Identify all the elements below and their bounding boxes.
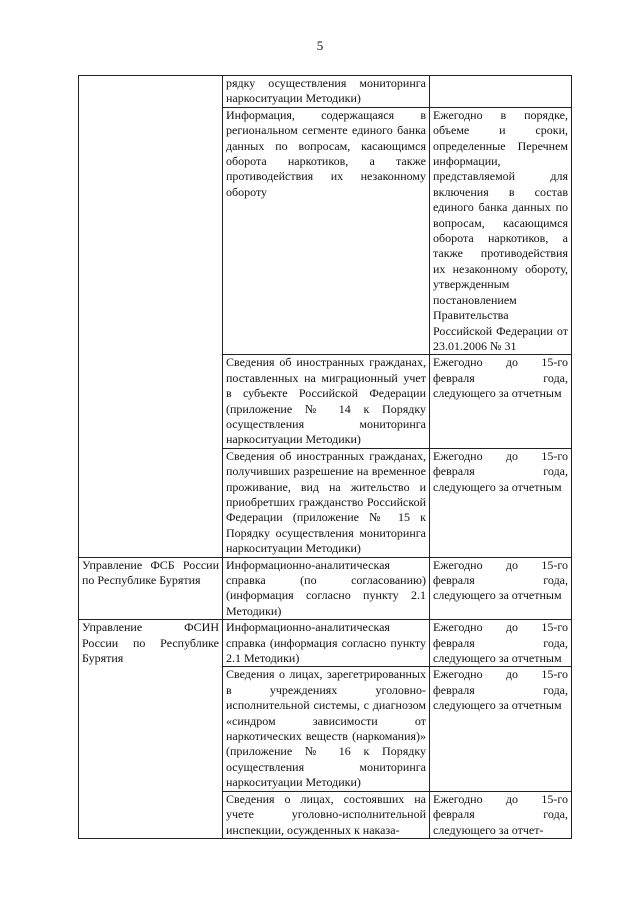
deadline-cell	[430, 355, 572, 448]
info-cell	[223, 448, 430, 557]
deadline-text: Ежегодно до 15-го февраля года, следующего за отчетным	[433, 448, 568, 494]
deadline-text: Ежегодно до 15-го февраля года, следующего за отчетным	[433, 620, 568, 666]
monitoring-table	[78, 75, 572, 839]
deadline-cell	[430, 620, 572, 667]
deadline-cell	[430, 76, 572, 108]
info-text: Информационно-аналитическая справка (информация согласно пункту 2.1 Методики)	[226, 620, 426, 666]
info-cell	[223, 107, 430, 355]
deadline-text: Ежегодно до 15-го февраля года, следующего за отчет-	[433, 791, 568, 837]
deadline-cell	[430, 667, 572, 791]
info-text: Сведения о лицах, состоявших на учете уголовно-исполнительной инспекции, осужденных к наказа-	[226, 791, 426, 837]
page-number: 5	[316, 38, 324, 53]
info-cell	[223, 557, 430, 620]
deadline-text: Ежегодно до 15-го февраля года, следующего за отчетным	[433, 667, 568, 713]
info-cell	[223, 667, 430, 791]
deadline-text: Ежегодно до 15-го февраля года, следующего за отчетным	[433, 355, 568, 401]
info-cell	[223, 76, 430, 108]
info-text: Информационно-аналитическая справка (по согласованию) (информация согласно пункту 2.1 Методики)	[226, 557, 426, 618]
deadline-text: Ежегодно до 15-го февраля года, следующего за отчетным	[433, 557, 568, 603]
deadline-cell	[430, 107, 572, 355]
deadline-cell	[430, 791, 572, 838]
deadline-cell	[430, 448, 572, 557]
table-row	[79, 620, 572, 667]
info-cell	[223, 620, 430, 667]
info-cell	[223, 791, 430, 838]
info-text: Сведения об иностранных гражданах, поставленных на миграционный учет в субъекте Российской Федерации (приложение № 14 к Порядку осуществления мониторинга наркоситуации Методики)	[226, 355, 426, 447]
info-text: Сведения об иностранных гражданах, получивших разрешение на временное проживание, вид на жительство и приобретших гражданство Российской Федерации (приложение № 15 к Порядку осуществления мониторинга наркоситуации Методики)	[226, 448, 426, 556]
info-text: Сведения о лицах, зарегетрированных в учреждениях уголовно-исполнительной системы, с диагнозом «синдром зависимости от наркотических веществ (наркомания)» (приложение № 16 к Порядку осуществления мониторинга наркоситуации Методики)	[226, 667, 426, 790]
info-text: рядку осуществления мониторинга наркоситуации Методики)	[226, 76, 426, 106]
table-row	[79, 557, 572, 620]
org-cell	[79, 76, 223, 558]
deadline-text: Ежегодно в порядке, объеме и сроки, определенные Перечнем информации, представляемой для включения в состав единого банка данных по вопросам, касающимся оборота наркотиков, а также противодействия их незаконному обороту, утвержденным постановлением Правительства Российской Федерации от 23.01.2006 № 31	[433, 107, 568, 353]
deadline-cell	[430, 557, 572, 620]
table-row	[79, 76, 572, 108]
org-cell: Управление ФСБ России по Республике Бурятия	[79, 557, 223, 620]
org-cell: Управление ФСИН России по Республике Бурятия	[79, 620, 223, 839]
info-text: Информация, содержащаяся в региональном сегменте единого банка данных по вопросам, касающимся оборота наркотиков, а также противодействия их незаконному обороту	[226, 107, 426, 199]
info-cell	[223, 355, 430, 448]
